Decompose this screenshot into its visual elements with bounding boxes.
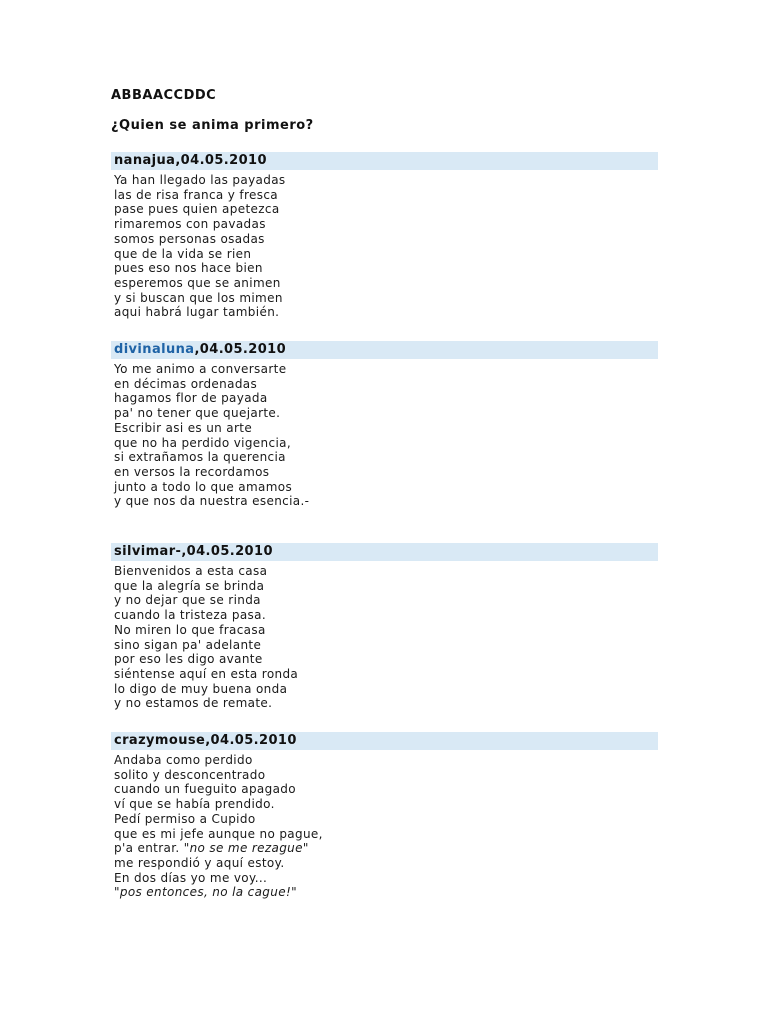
verse-line: y si buscan que los mimen bbox=[114, 290, 283, 305]
verse-line: Andaba como perdido bbox=[114, 753, 253, 767]
post-header bbox=[111, 152, 658, 170]
verse-line: y que nos da nuestra esencia.- bbox=[114, 494, 310, 509]
verse-line: solito y desconcentrado bbox=[114, 767, 266, 782]
verse-line: sino sigan pa' adelante bbox=[114, 637, 262, 652]
verse-line: que es mi jefe aunque no pague, bbox=[114, 826, 323, 841]
rhyme-scheme: ABBAACCDDC bbox=[111, 88, 217, 103]
post bbox=[111, 732, 658, 900]
verse-line: por eso les digo avante bbox=[114, 652, 263, 667]
verse-line: me respondió y aquí estoy. bbox=[114, 855, 285, 870]
post-date: ,04.05.2010 bbox=[194, 342, 287, 357]
verse-line: que la alegría se brinda bbox=[114, 578, 265, 593]
verse-line: que no ha perdido vigencia, bbox=[114, 435, 291, 450]
post-body bbox=[111, 753, 658, 900]
verse-line: ví que se había prendido. bbox=[114, 797, 275, 812]
verse-line: pa' no tener que quejarte. bbox=[114, 406, 281, 421]
post-header bbox=[111, 732, 658, 750]
verse-line: junto a todo lo que amamos bbox=[114, 479, 293, 494]
verse-italic-quote: "no se me rezague" bbox=[183, 841, 309, 856]
post-body bbox=[111, 564, 658, 711]
verse-line: Bienvenidos a esta casa bbox=[114, 564, 268, 578]
post-author-link[interactable]: divinaluna bbox=[114, 342, 195, 357]
post-date: ,04.05.2010 bbox=[205, 733, 297, 748]
verse-line: rimaremos con pavadas bbox=[114, 217, 266, 232]
thread-question: ¿Quien se anima primero? bbox=[111, 118, 314, 133]
verse-line: en décimas ordenadas bbox=[114, 376, 258, 391]
verse-line: Escribir asi es un arte bbox=[114, 420, 253, 435]
verse-line: en versos la recordamos bbox=[114, 464, 270, 479]
post-author: silvimar- bbox=[114, 544, 182, 559]
verse-line: No miren lo que fracasa bbox=[114, 622, 266, 637]
post bbox=[111, 543, 658, 711]
verse-line: que de la vida se rien bbox=[114, 246, 252, 261]
verse-italic-quote: "pos entonces, no la cague!" bbox=[114, 885, 297, 900]
verse-line: si extrañamos la querencia bbox=[114, 450, 286, 465]
post-date: ,04.05.2010 bbox=[181, 544, 273, 559]
verse-line: siéntense aquí en esta ronda bbox=[114, 666, 299, 681]
verse-line: esperemos que se animen bbox=[114, 275, 281, 290]
verse-line: Pedí permiso a Cupido bbox=[114, 811, 256, 826]
post-date: ,04.05.2010 bbox=[175, 153, 267, 168]
verse-line: y no estamos de remate. bbox=[114, 696, 273, 711]
verse-line: cuando la tristeza pasa. bbox=[114, 608, 267, 623]
verse-line: Yo me animo a conversarte bbox=[114, 362, 287, 376]
verse-line: lo digo de muy buena onda bbox=[114, 681, 288, 696]
post-body bbox=[111, 362, 658, 509]
post-header bbox=[111, 341, 658, 359]
post-body bbox=[111, 173, 658, 320]
verse-line: hagamos flor de payada bbox=[114, 391, 268, 406]
verse-line: aqui habrá lugar también. bbox=[114, 305, 280, 320]
verse-line: y no dejar que se rinda bbox=[114, 593, 261, 608]
verse-text: p'a entrar. bbox=[114, 841, 184, 856]
post bbox=[111, 152, 658, 320]
post-author: crazymouse bbox=[114, 733, 206, 748]
verse-line: Ya han llegado las payadas bbox=[114, 173, 286, 187]
post bbox=[111, 341, 658, 509]
verse-line: pues eso nos hace bien bbox=[114, 261, 263, 276]
post-author: nanajua bbox=[114, 153, 176, 168]
verse-line: En dos días yo me voy... bbox=[114, 870, 268, 885]
verse-line: pase pues quien apetezca bbox=[114, 202, 280, 217]
verse-line: las de risa franca y fresca bbox=[114, 187, 278, 202]
verse-line: cuando un fueguito apagado bbox=[114, 782, 296, 797]
verse-line: somos personas osadas bbox=[114, 231, 265, 246]
post-header bbox=[111, 543, 658, 561]
verse-line bbox=[114, 885, 658, 900]
verse-line bbox=[114, 841, 658, 856]
